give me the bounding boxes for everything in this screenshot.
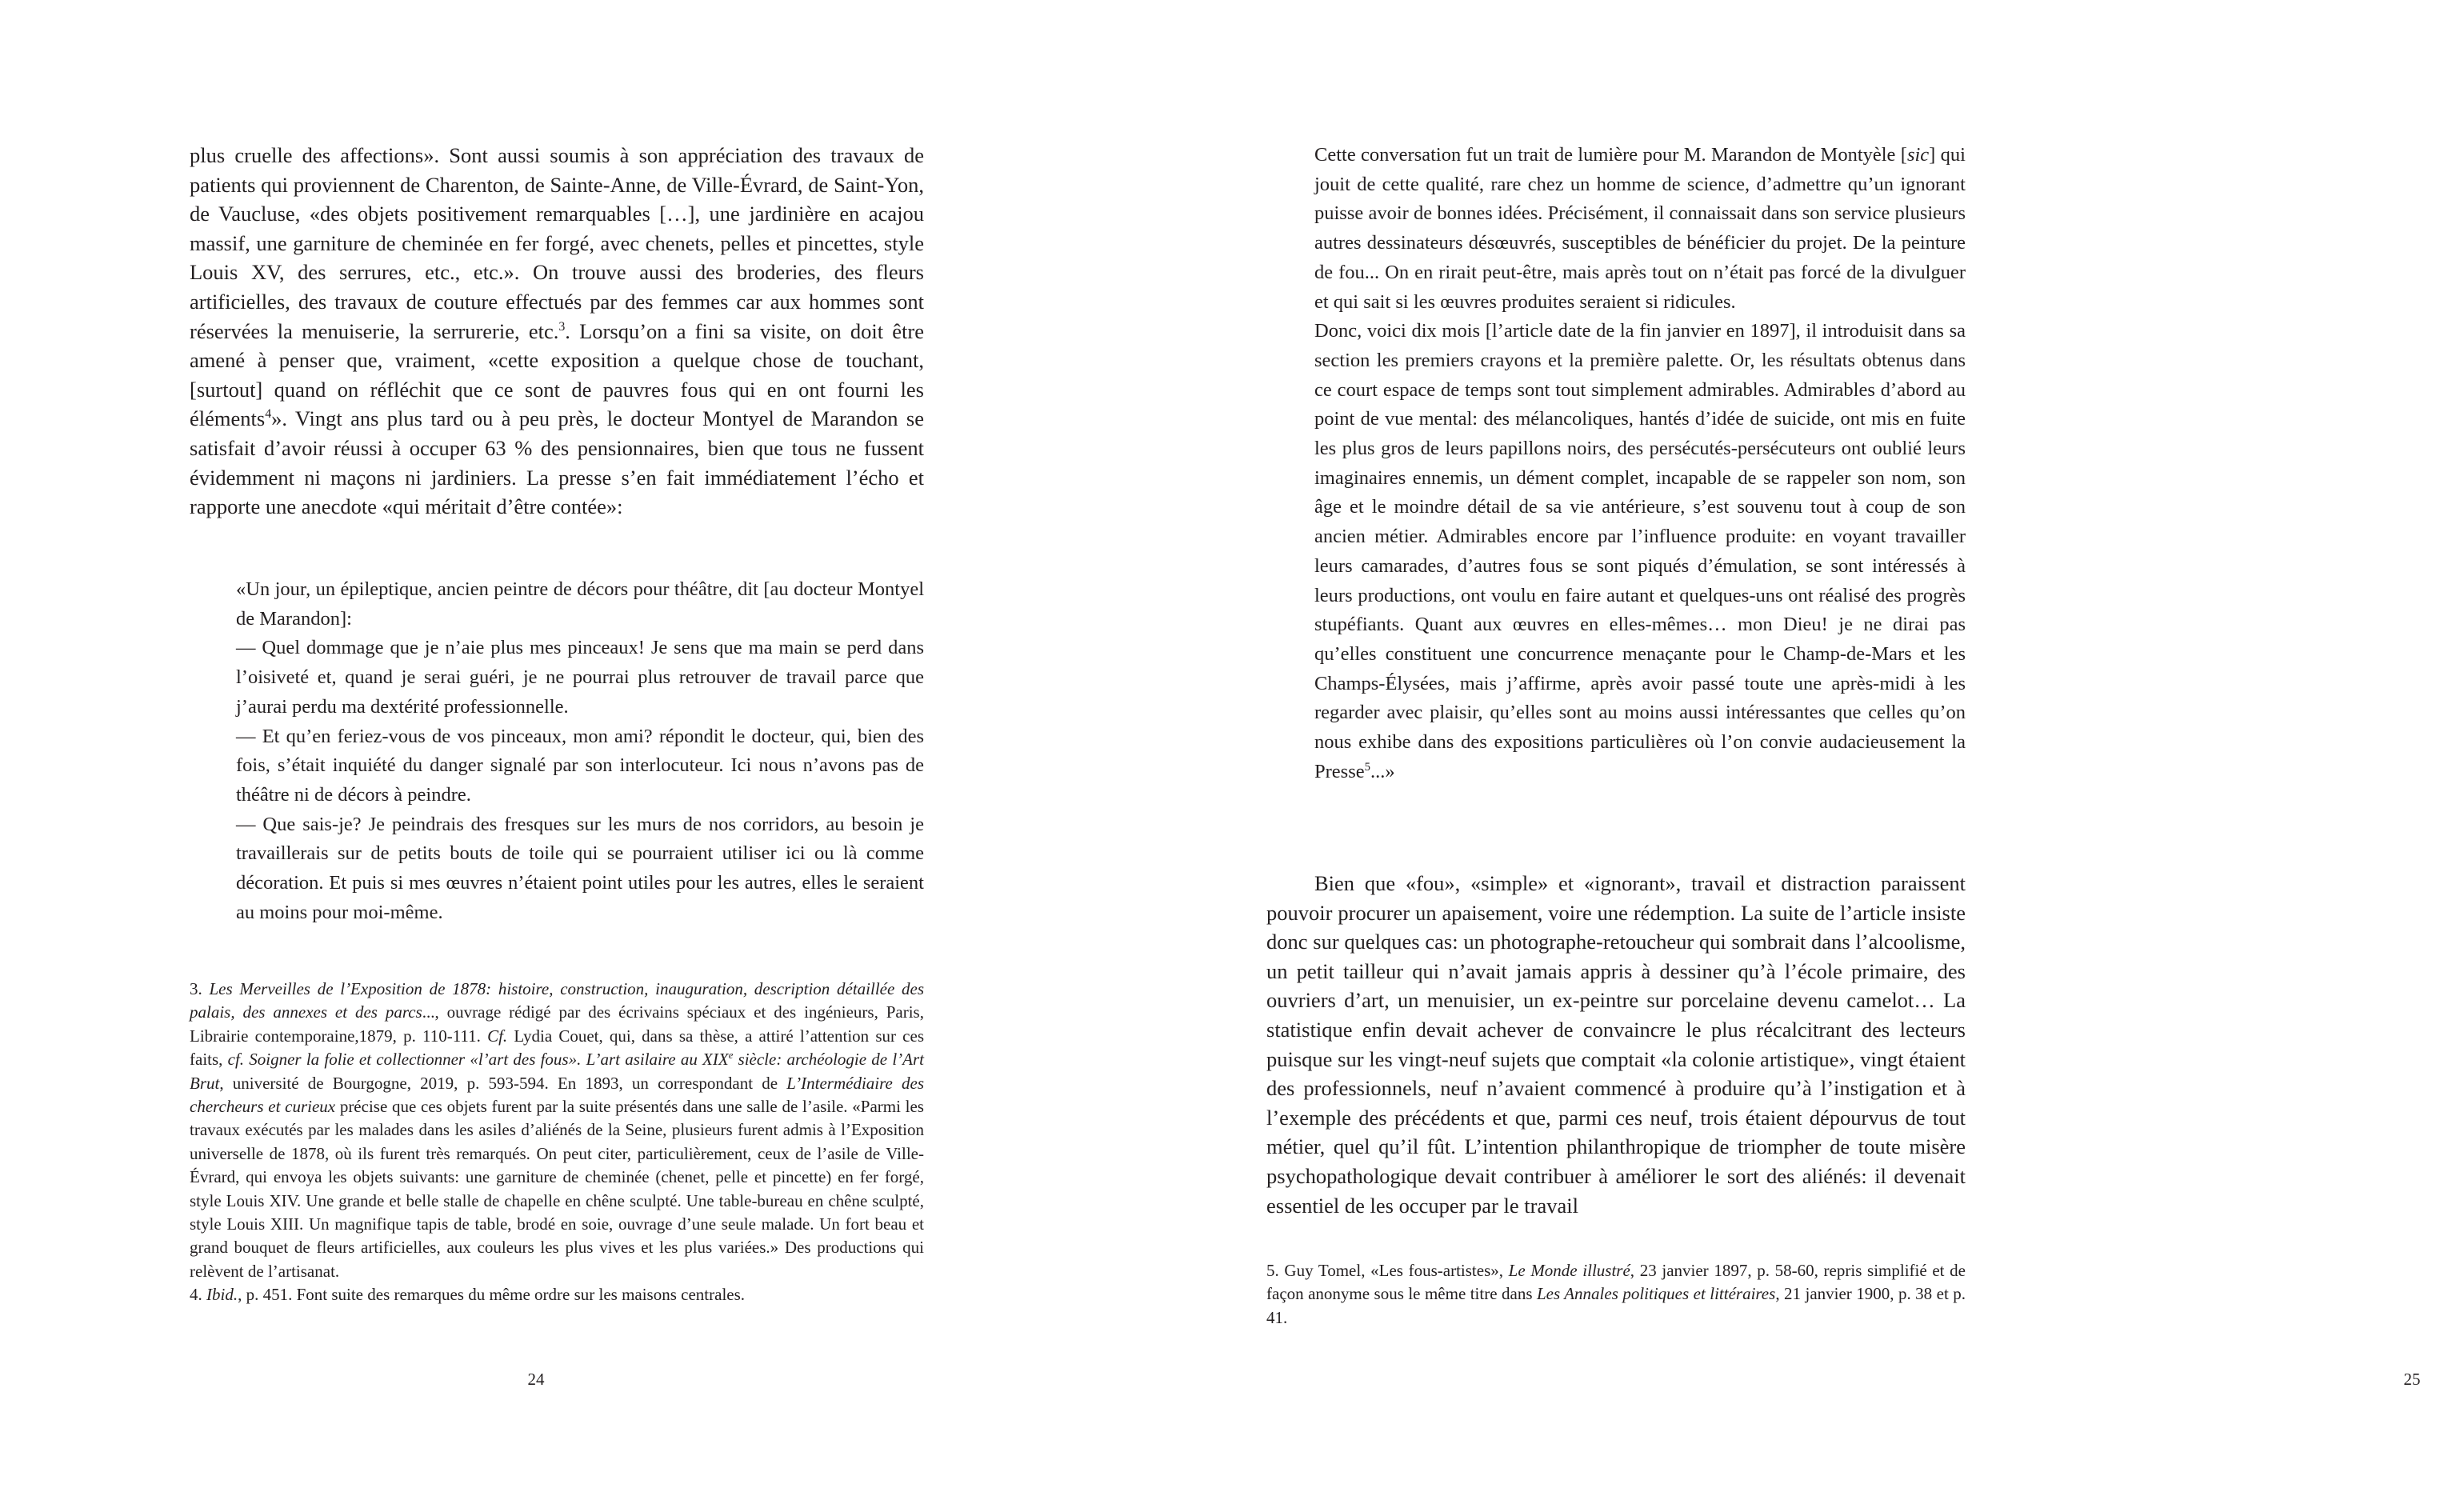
right-block-quote <box>1314 141 1966 786</box>
footnote-5 <box>1266 1259 1966 1330</box>
right-body-paragraph <box>1266 869 1966 1220</box>
right-footnotes <box>1266 1259 1966 1330</box>
footnote-number: 3. <box>190 979 202 998</box>
quote-line: — Que sais-je? Je peindrais des fresques sur les murs de nos corridors, au besoin je travaillerais sur de petits bouts de toile qui se pourraient utiliser ici ou là comme décoration. Et puis si mes œuvres n’étaient point utiles pour les autres, elles le seraient au moins pour moi-même. <box>236 813 924 923</box>
footnote-4 <box>190 1283 924 1306</box>
footnote-number: 4. <box>190 1285 202 1305</box>
footnote-text: Ibid., p. 451. Font suite des remarques du même ordre sur les maisons centrales. <box>206 1285 746 1305</box>
footnote-text: Guy Tomel, «Les fous-artistes», Le Monde illustré, 23 janvier 1897, p. 58-60, repris simplifié et de façon anonyme sous le même titre dans Les Annales politiques et littéraires, 21 janvier 1900, p. 38 et p. 41. <box>1266 1261 1966 1327</box>
page-number-right: 25 <box>2403 1370 2421 1389</box>
footnote-3 <box>190 978 924 1283</box>
page-number-left: 24 <box>527 1370 545 1389</box>
left-block-quote <box>236 575 924 927</box>
footnote-number: 5. <box>1266 1261 1279 1280</box>
left-page <box>0 0 1070 1512</box>
left-body-text: plus cruelle des affections». Sont aussi soumis à son appréciation des travaux de patients qui proviennent de Charenton, de Sainte-Anne, de Ville-Évrard, de Saint-Yon, de Vaucluse, «des objets positivement remarquables […], une jardinière en acajou massif, une garniture de cheminée en fer forgé, avec chenets, pelles et pincettes, style Louis XV, des serrures, etc., etc.». On trouve aussi des broderies, des fleurs artificielles, des travaux de couture effectués par des femmes car aux hommes sont réservées la menuiserie, la serrurerie, etc.$^3$. Lorsqu’on a fini sa visite, on doit être amené à penser que, vraiment, «cette exposition a quelque chose de touchant, [surtout] quand on réfléchit que ce sont de pauvres fous qui en ont fourni les éléments$^4$». Vingt ans plus tard ou à peu près, le docteur Montyel de Marandon se satisfait d’avoir réussi à occuper 63 % des pensionnaires, bien que tous ne fussent évidemment ni maçons ni jardiniers. La presse s’en fait immédiatement l’écho et rapporte une anecdote «qui méritait d’être contée»: <box>190 143 924 519</box>
footnote-text: Les Merveilles de l’Exposition de 1878: histoire, construction, inauguration, description détaillée des palais, des annexes et des parcs..., ouvrage rédigé par des écrivains spéciaux et des ingénieurs, Paris, Librairie contemporaine,1879, p. 110-111. Cf. Lydia Couet, qui, dans sa thèse, a attiré l’attention sur ces faits, cf. Soigner la folie et collectionner «l’art des fous». L’art asilaire au XIXe siècle: archéologie de l’Art Brut, université de Bourgogne, 2019, p. 593-594. En 1893, un correspondant de L’Intermédiaire des chercheurs et curieux précise que ces objets furent par la suite présentés dans une salle de l’asile. «Parmi les travaux exécutés par les malades dans les asiles d’aliénés de la Seine, plusieurs furent admis à l’Exposition universelle de 1878, où ils furent très remarqués. On peut citer, particulièrement, ceux de l’asile de Ville-Évrard, qui envoya les objets suivants: une garniture de cheminée (chenet, pelle et pincette) en fer forgé, style Louis XIV. Une grande et belle stalle de chapelle en chêne sculpté. Une table-bureau en chêne sculpté, style Louis XIII. Un magnifique tapis de table, brodé en soie, ouvrage d’une seule malade. Un fort beau et grand bouquet de fleurs artificielles, aux couleurs les plus vives et les plus variées.» Des productions qui relèvent de l’artisanat. <box>190 979 925 1281</box>
right-body-text: Bien que «fou», «simple» et «ignorant», travail et distraction paraissent pouvoir procurer un apaisement, voire une rédemption. La suite de l’article insiste donc sur quelques cas: un photographe-retoucheur qui sombrait dans l’alcoolisme, un petit tailleur qui n’avait jamais appris à dessiner qu’à l’école primaire, des ouvriers d’art, un menuisier, un ex-peintre sur porcelaine devenu camelot… La statistique enfin devait achever de convaincre le plus récalcitrant des lecteurs puisque sur les vingt-neuf sujets que comptait «la colonie artistique», vingt étaient des professionnels, neuf n’avaient commencé à produire qu’à l’instigation et à l’exemple des précédents et que, parmi ces neuf, trois étaient dépourvus de tout métier, quel qu’il fût. L’intention philanthropique de triompher de toute misère psychopathologique devait contribuer à améliorer le sort des aliénés: il devenait essentiel de les occuper par le travail <box>1266 871 1966 1218</box>
quote-line: — Quel dommage que je n’aie plus mes pinceaux! Je sens que ma main se perd dans l’oisiveté et, quand je serai guéri, je ne pourrai plus retrouver de travail parce que j’aurai perdu ma dextérité professionnelle. <box>236 637 924 718</box>
right-page <box>1070 0 2421 1512</box>
left-body-paragraph <box>190 141 924 522</box>
quote-line: «Un jour, un épileptique, ancien peintre de décors pour théâtre, dit [au docteur Montyel de Marandon]: <box>236 578 924 630</box>
left-footnotes <box>190 978 924 1307</box>
quote-paragraph: Donc, voici dix mois [l’article date de la fin janvier en 1897], il introduisit dans sa section les premiers crayons et la première palette. Or, les résultats obtenus dans ce court espace de temps sont tout simplement admirables. Admirables d’abord au point de vue mental: des mélancoliques, hantés d’idée de suicide, ont mis en fuite les plus gros de leurs papillons noirs, des persécutés-persécuteurs ont oublié leurs imaginaires ennemis, un dément complet, incapable de se rappeler son nom, son âge et le moindre détail de sa vie antérieure, s’est souvenu tout à coup de son ancien métier. Admirables encore par l’influence produite: en voyant travailler leurs camarades, d’autres fous se sont piqués d’émulation, se sont intéressés à leurs productions, ont voulu en faire autant et quelques-uns ont réalisé des progrès stupéfiants. Quant aux œuvres en elles-mêmes… mon Dieu! je ne dirai pas qu’elles constituent une concurrence menaçante pour le Champ-de-Mars et les Champs-Élysées, mais j’affirme, après avoir passé toute une après-midi à les regarder avec plaisir, qu’elles sont au moins aussi intéressantes que celles qu’on nous exhibe dans des expositions particulières où l’on convie audacieusement la Presse$^5$...» <box>1314 320 1966 782</box>
quote-paragraph: Cette conversation fut un trait de lumière pour M. Marandon de Montyèle [sic] qui jouit de cette qualité, rare chez un homme de science, d’admettre qu’un ignorant puisse avoir de bonnes idées. Précisément, il connaissait dans son service plusieurs autres dessinateurs désœuvrés, susceptibles de bénéficier du projet. De la peinture de fou... On en rirait peut-être, mais après tout on n’était pas forcé de la divulguer et qui sait si les œuvres produites seraient si ridicules. <box>1314 144 1966 313</box>
quote-line: — Et qu’en feriez-vous de vos pinceaux, mon ami? répondit le docteur, qui, bien des fois, s’était inquiété du danger signalé par son interlocuteur. Ici nous n’avons pas de théâtre ni de décors à peindre. <box>236 725 924 806</box>
